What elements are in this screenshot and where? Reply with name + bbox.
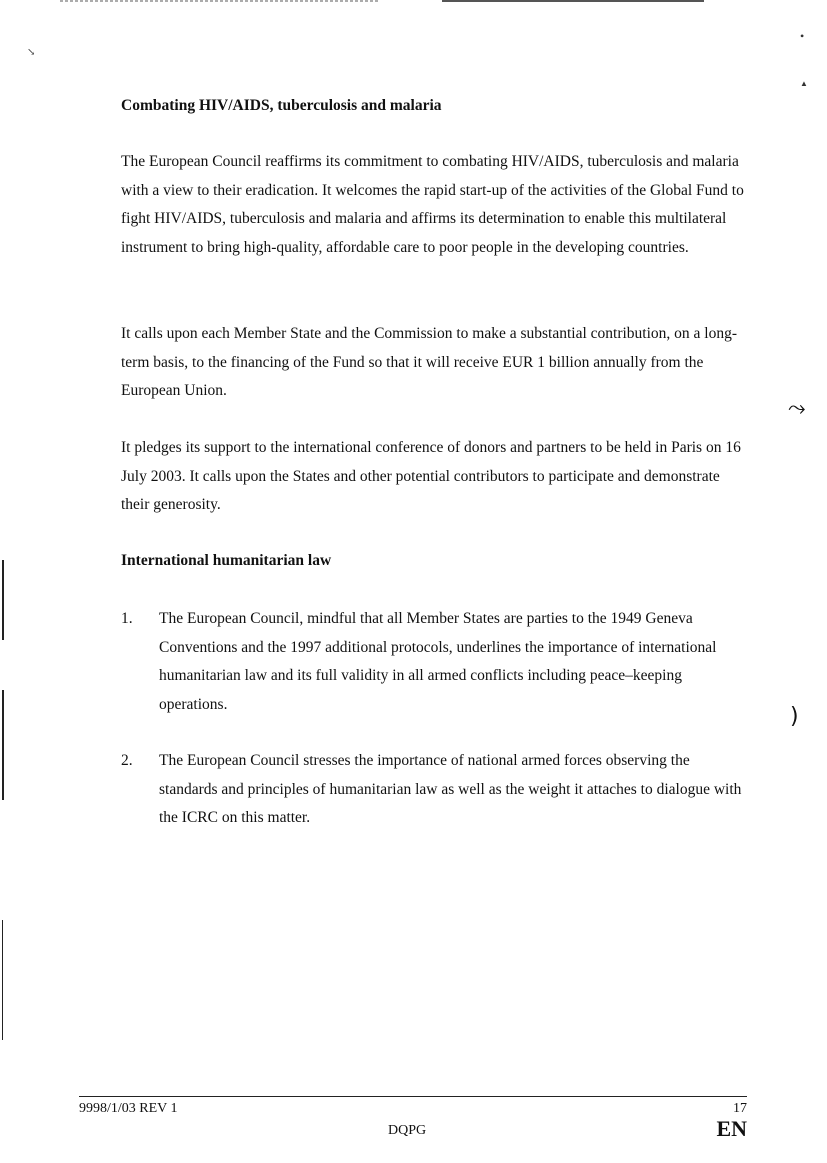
scan-artifact-bar (2, 920, 3, 1040)
list-item-text: The European Council, mindful that all Member States are parties to the 1949 Geneva Conventions and the 1997 additional protocols, underlines the importance of international humanitarian law and its full validity in all armed conflicts including peace–keeping operations. (159, 610, 717, 713)
footer-divider (79, 1096, 747, 1097)
scan-artifact-line (60, 0, 378, 2)
punch-hole-mark-icon: ⤳ (788, 396, 806, 421)
footer-document-reference: 9998/1/03 REV 1 (79, 1101, 178, 1116)
list-item-text: The European Council stresses the importance of national armed forces observing the standards and principles of humanitarian law as well as the weight it attaches to dialogue with the ICRC on this matter. (159, 752, 742, 826)
scan-artifact-mark: ▲ (800, 79, 808, 88)
scan-artifact-mark: • (800, 29, 805, 43)
paragraph-contribution: It calls upon each Member State and the Commission to make a substantial contribution, on a long-term basis, to the financing of the Fund so that it will receive EUR 1 billion annually from the European Union. (121, 325, 737, 399)
paragraph-commitment: The European Council reaffirms its commitment to combating HIV/AIDS, tuberculosis and malaria with a view to their eradication. It welcomes the rapid start-up of the activities of the Global Fund to fight HIV/AIDS, tuberculosis and malaria and affirms its determination to enable this multilateral instrument to bring high-quality, affordable care to poor people in the developing countries. (121, 153, 744, 256)
paragraph-conference: It pledges its support to the international conference of donors and partners to be held in Paris on 16 July 2003. It calls upon the States and other potential contributors to participate and demonstrate their generosity. (121, 439, 741, 513)
footer-language-code: EN (716, 1116, 747, 1141)
scan-artifact-line (442, 0, 704, 2)
scan-artifact-bar (2, 560, 4, 640)
scan-artifact-bar (2, 690, 4, 800)
footer-page-number: 17 (733, 1101, 747, 1116)
list-item-number: 2. (121, 752, 133, 769)
scan-artifact-mark: ↘ (27, 47, 36, 58)
footer-department-code: DQPG (388, 1123, 427, 1138)
section-heading-hiv: Combating HIV/AIDS, tuberculosis and malaria (121, 97, 442, 114)
list-item-number: 1. (121, 610, 133, 627)
punch-hole-mark-icon: ) (790, 704, 799, 729)
section-heading-humanitarian-law: International humanitarian law (121, 552, 332, 569)
